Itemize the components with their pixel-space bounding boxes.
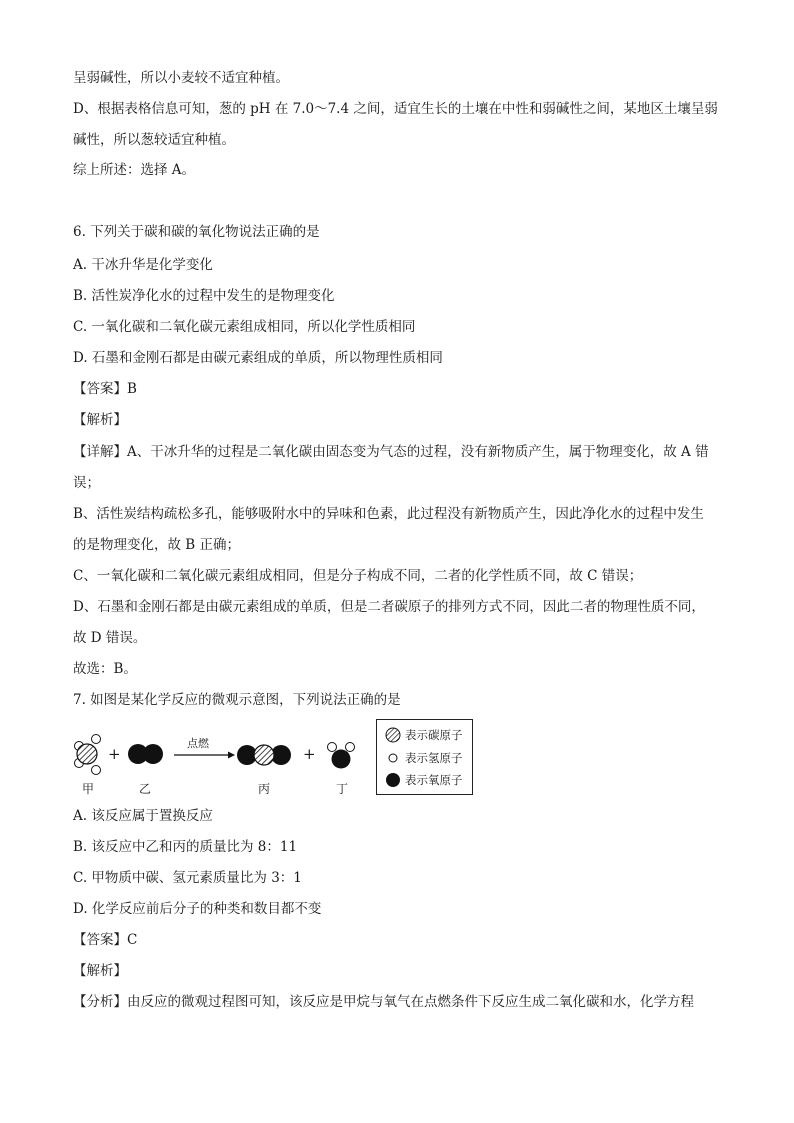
molecule-label-jia: 甲	[82, 782, 95, 796]
detail-line: D、石墨和金刚石都是由碳元素组成的单质，但是二者碳原子的排列方式不同，因此二者的物理性质不同，	[73, 599, 705, 615]
hatched-circle-icon	[385, 727, 401, 743]
detail-line: B、活性炭结构疏松多孔，能够吸附水中的异味和色素，此过程没有新物质产生，因此净化水的过程中发生	[73, 506, 704, 522]
methane-molecule	[75, 735, 101, 775]
answer-label: 【答案】B	[73, 381, 137, 397]
choice-line: 故选：B。	[73, 661, 137, 677]
filled-circle-icon	[385, 772, 401, 788]
reaction-condition: 点燃	[187, 737, 209, 750]
analysis-line: 【分析】由反应的微观过程图可知，该反应是甲烷与氧气在点燃条件下反应生成二氧化碳和水，化学方程	[73, 994, 694, 1010]
plus-sign: +	[108, 745, 121, 763]
detail-line: 误；	[73, 475, 100, 491]
molecule-label-yi: 乙	[139, 782, 152, 796]
detail-line: 故 D 错误。	[73, 630, 147, 646]
question-7-option-d: D. 化学反应前后分子的种类和数目都不变	[73, 901, 322, 917]
question-6-option-a: A. 干冰升华是化学变化	[73, 257, 213, 273]
plus-sign: +	[303, 745, 316, 763]
question-6-option-b: B. 活性炭净化水的过程中发生的是物理变化	[73, 288, 335, 304]
question-6-stem: 6. 下列关于碳和碳的氧化物说法正确的是	[73, 224, 320, 240]
detail-line: 【详解】A、干冰升华的过程是二氧化碳由固态变为气态的过程，没有新物质产生，属于物理变化，故 A 错	[73, 444, 709, 460]
question-6-option-c: C. 一氧化碳和二氧化碳元素组成相同，所以化学性质相同	[73, 319, 416, 335]
text-line: D、根据表格信息可知，葱的 pH 在 7.0～7.4 之间，适宜生长的土壤在中性和弱碱性之间，某地区土壤呈弱	[73, 101, 718, 117]
legend-carbon	[385, 726, 463, 744]
detail-line: 的是物理变化，故 B 正确；	[73, 537, 241, 553]
question-6-option-d: D. 石墨和金刚石都是由碳元素组成的单质，所以物理性质相同	[73, 350, 443, 366]
legend-oxygen	[385, 771, 463, 789]
text-line: 综上所述：选择 A。	[73, 162, 196, 178]
carbon-dioxide-molecule	[237, 745, 291, 765]
legend-carbon-label: 表示碳原子	[405, 728, 463, 742]
molecule-label-bing: 丙	[258, 782, 271, 796]
text-line: 呈弱碱性，所以小麦较不适宜种植。	[73, 70, 289, 86]
legend-oxygen-label: 表示氧原子	[405, 773, 463, 787]
analysis-label: 【解析】	[73, 963, 127, 979]
reaction-arrow	[174, 752, 235, 759]
open-circle-icon	[385, 750, 401, 766]
answer-label: 【答案】C	[73, 932, 138, 948]
legend-hydrogen	[385, 749, 463, 767]
analysis-label: 【解析】	[73, 412, 127, 428]
detail-line: C、一氧化碳和二氧化碳元素组成相同，但是分子构成不同，二者的化学性质不同，故 C 错误；	[73, 568, 643, 584]
legend-hydrogen-label: 表示氢原子	[405, 751, 463, 765]
question-7-option-a: A. 该反应属于置换反应	[73, 808, 213, 824]
question-7-option-c: C. 甲物质中碳、氢元素质量比为 3：1	[73, 870, 302, 886]
water-molecule	[328, 743, 355, 769]
question-7-option-b: B. 该反应中乙和丙的质量比为 8：11	[73, 839, 298, 855]
oxygen-molecule	[128, 744, 163, 764]
text-line: 碱性，所以葱较适宜种植。	[73, 132, 235, 148]
molecule-label-ding: 丁	[336, 782, 349, 796]
question-7-stem: 7. 如图是某化学反应的微观示意图，下列说法正确的是	[73, 692, 401, 708]
atom-legend	[376, 719, 473, 795]
